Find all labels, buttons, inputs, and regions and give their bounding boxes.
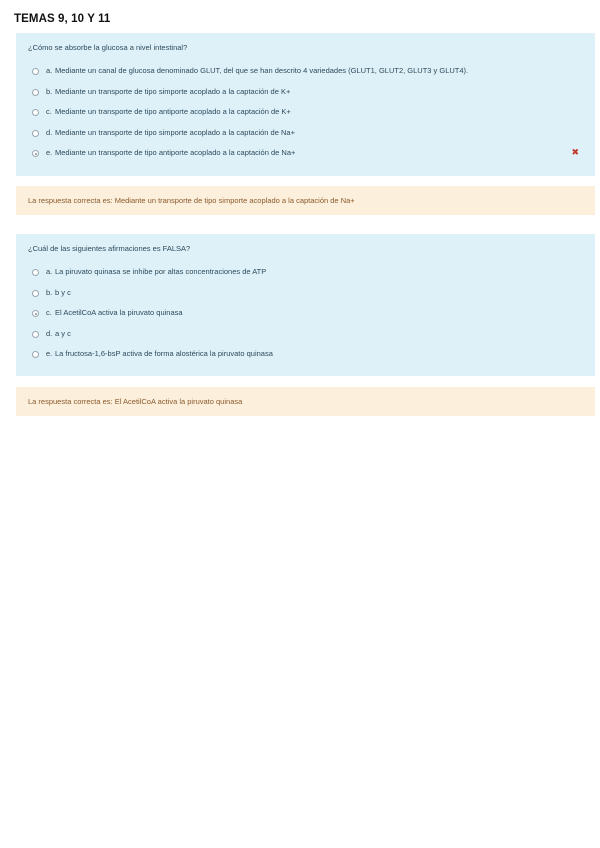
option-text: La fructosa-1,6-bsP activa de forma alostérica la piruvato quinasa: [55, 349, 273, 358]
radio-button[interactable]: [32, 89, 39, 96]
question-card: [16, 33, 595, 176]
option-letter: a.: [46, 267, 53, 276]
option-text: Mediante un canal de glucosa denominado GLUT, del que se han descrito 4 variedades (GLUT1, GLUT2, GLUT3 y GLUT4).: [55, 66, 469, 75]
wrong-x-icon: ✖: [571, 147, 579, 157]
option-letter: b.: [46, 87, 53, 96]
answer-option-b[interactable]: [32, 287, 582, 301]
option-letter: b.: [46, 288, 53, 297]
question-prompt: ¿Cuál de las siguientes afirmaciones es FALSA?: [28, 244, 191, 253]
option-text: a y c: [55, 329, 71, 338]
option-text: La piruvato quinasa se inhibe por altas concentraciones de ATP: [55, 267, 267, 276]
option-text: Mediante un transporte de tipo antiporte acoplado a la captación de Na+: [55, 148, 296, 157]
option-text: Mediante un transporte de tipo simporte acoplado a la captación de K+: [55, 87, 291, 96]
question-prompt: ¿Cómo se absorbe la glucosa a nivel intestinal?: [28, 43, 188, 52]
option-text: Mediante un transporte de tipo antiporte acoplado a la captación de K+: [55, 107, 291, 116]
option-text: El AcetilCoA activa la piruvato quinasa: [55, 308, 183, 317]
option-letter: e.: [46, 349, 53, 358]
radio-button[interactable]: [32, 109, 39, 116]
option-text: b y c: [55, 288, 71, 297]
option-text: Mediante un transporte de tipo simporte acoplado a la captación de Na+: [55, 128, 295, 137]
option-letter: c.: [46, 308, 52, 317]
answer-option-a[interactable]: [32, 65, 582, 79]
radio-button[interactable]: [32, 68, 39, 75]
option-letter: d.: [46, 329, 53, 338]
answer-option-a[interactable]: [32, 266, 582, 280]
radio-button[interactable]: [32, 351, 39, 358]
radio-button-selected[interactable]: [32, 310, 39, 317]
answer-option-b[interactable]: [32, 86, 582, 100]
correct-answer-feedback: La respuesta correcta es: El AcetilCoA activa la piruvato quinasa: [28, 397, 243, 406]
answer-option-c[interactable]: [32, 106, 582, 120]
question-card: [16, 234, 595, 376]
radio-button[interactable]: [32, 331, 39, 338]
option-letter: c.: [46, 107, 52, 116]
answer-option-d[interactable]: [32, 127, 582, 141]
radio-button[interactable]: [32, 290, 39, 297]
answer-option-e[interactable]: [32, 147, 587, 161]
option-letter: e.: [46, 148, 53, 157]
answer-option-e[interactable]: [32, 348, 582, 362]
page-title: TEMAS 9, 10 Y 11: [14, 13, 111, 25]
answer-option-c[interactable]: [32, 307, 582, 321]
feedback-box: [16, 186, 595, 215]
option-letter: d.: [46, 128, 53, 137]
answer-option-d[interactable]: [32, 328, 582, 342]
radio-button[interactable]: [32, 269, 39, 276]
option-letter: a.: [46, 66, 53, 75]
radio-button[interactable]: [32, 130, 39, 137]
feedback-box: [16, 387, 595, 416]
radio-button-selected[interactable]: [32, 150, 39, 157]
correct-answer-feedback: La respuesta correcta es: Mediante un transporte de tipo simporte acoplado a la captación de Na+: [28, 196, 355, 205]
